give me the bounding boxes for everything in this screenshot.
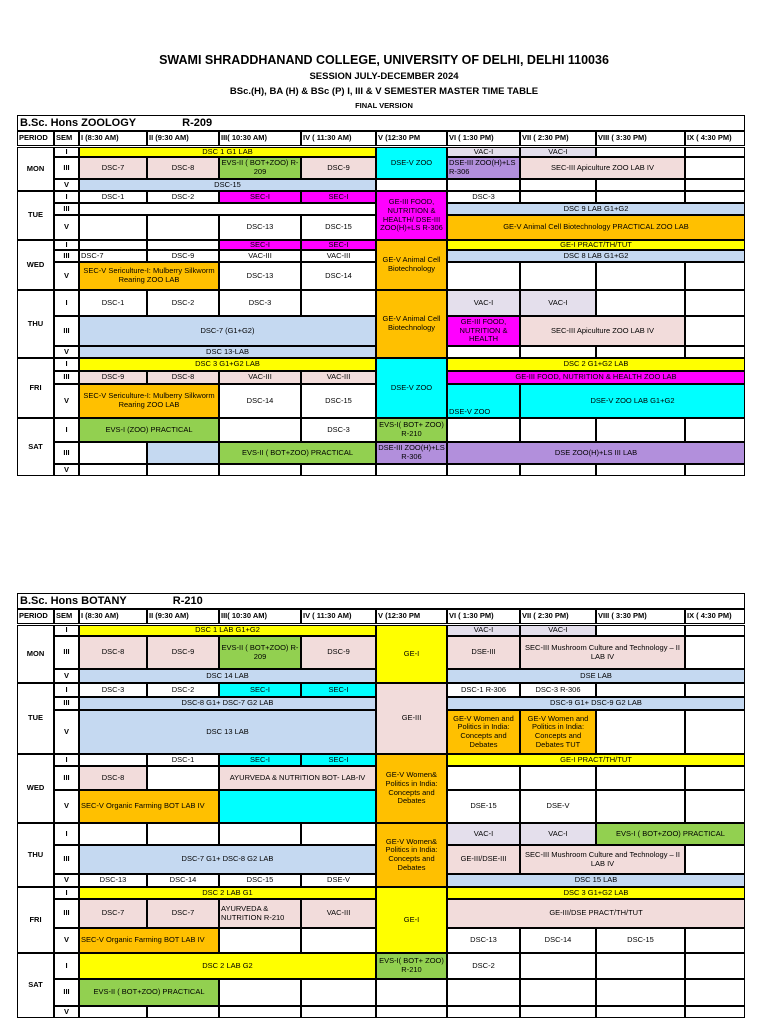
semester-label: I	[54, 953, 79, 979]
schedule-cell: SEC-I	[301, 754, 376, 766]
schedule-cell: EVS-I ( BOT+ZOO) PRACTICAL	[596, 823, 745, 845]
column-header: IV ( 11:30 AM)	[301, 131, 376, 146]
schedule-cell: DSC-9	[301, 636, 376, 669]
schedule-cell	[685, 845, 745, 874]
schedule-cell: GE-I	[376, 887, 447, 953]
day-label: FRI	[17, 887, 54, 953]
schedule-cell	[685, 1006, 745, 1018]
schedule-cell: GE-V Women and Politics in India: Concepts and Debates	[447, 710, 520, 754]
schedule-cell: GE-I PRACT/TH/TUT	[447, 754, 745, 766]
schedule-cell	[596, 418, 685, 442]
semester-label: III	[54, 845, 79, 874]
column-header: SEM	[54, 131, 79, 146]
schedule-cell	[596, 290, 685, 316]
semester-label: I	[54, 754, 79, 766]
zoology-timetable	[17, 115, 745, 476]
schedule-cell: DSC 2 LAB G1	[79, 887, 376, 899]
schedule-cell	[219, 790, 376, 823]
day-label: SAT	[17, 953, 54, 1018]
schedule-cell: SEC-I	[301, 683, 376, 697]
schedule-cell	[447, 766, 520, 790]
schedule-cell	[301, 290, 376, 316]
semester-label: I	[54, 358, 79, 371]
schedule-cell	[596, 953, 685, 979]
schedule-cell: DSE ZOO(H)+LS III LAB	[447, 442, 745, 464]
semester-label: I	[54, 240, 79, 250]
schedule-cell: DSC 2 G1+G2 LAB	[447, 358, 745, 371]
column-header: III( 10:30 AM)	[219, 609, 301, 624]
schedule-cell	[147, 464, 219, 476]
schedule-cell: DSE-III ZOO(H)+LS R-306	[447, 157, 520, 179]
schedule-cell: SEC-I	[219, 191, 301, 203]
schedule-cell: DSC-13	[79, 874, 147, 887]
schedule-cell	[685, 464, 745, 476]
schedule-cell	[447, 179, 520, 191]
column-header: VII ( 2:30 PM)	[520, 131, 596, 146]
semester-label: I	[54, 625, 79, 636]
schedule-cell: GE-III/DSE-III	[447, 845, 520, 874]
column-header: III( 10:30 AM)	[219, 131, 301, 146]
day-label: TUE	[17, 191, 54, 240]
schedule-cell: SEC-I	[219, 683, 301, 697]
schedule-cell	[376, 179, 447, 191]
semester-label: III	[54, 371, 79, 384]
schedule-cell	[520, 766, 596, 790]
semester-label: V	[54, 179, 79, 191]
schedule-cell: GE-III	[376, 683, 447, 754]
schedule-cell	[147, 240, 219, 250]
schedule-cell: GE-I PRACT/TH/TUT	[447, 240, 745, 250]
schedule-cell: DSC-9	[147, 636, 219, 669]
schedule-cell: DSC-3	[301, 418, 376, 442]
semester-label: III	[54, 636, 79, 669]
schedule-cell	[147, 442, 219, 464]
schedule-cell: EVS-II ( BOT+ZOO) PRACTICAL	[79, 979, 219, 1006]
schedule-cell	[685, 636, 745, 669]
schedule-cell: DSE-III	[447, 636, 520, 669]
schedule-cell	[596, 790, 685, 823]
schedule-cell: GE-V Animal Cell Biotechnology	[376, 240, 447, 290]
schedule-cell: GE-V Women and Politics in India: Concepts and Debates TUT	[520, 710, 596, 754]
schedule-cell	[685, 346, 745, 358]
schedule-cell: DSE-V ZOO	[447, 384, 520, 418]
schedule-cell: DSC-15	[219, 874, 301, 887]
schedule-cell	[685, 683, 745, 697]
schedule-cell: VAC-III	[219, 250, 301, 262]
schedule-cell	[147, 1006, 219, 1018]
schedule-cell: DSC 8 LAB G1+G2	[447, 250, 745, 262]
semester-label: V	[54, 874, 79, 887]
semester-label: III	[54, 157, 79, 179]
schedule-cell: DSC-2	[147, 191, 219, 203]
schedule-cell: DSC 15 LAB	[447, 874, 745, 887]
schedule-cell	[301, 979, 376, 1006]
column-header: II (9:30 AM)	[147, 131, 219, 146]
schedule-cell: EVS-I (ZOO) PRACTICAL	[79, 418, 219, 442]
schedule-cell	[447, 418, 520, 442]
botany-timetable	[17, 593, 745, 1018]
schedule-cell: DSC-9	[301, 157, 376, 179]
schedule-cell	[596, 979, 685, 1006]
schedule-cell: VAC-I	[447, 147, 520, 157]
schedule-cell: VAC-III	[301, 250, 376, 262]
schedule-cell: DSC-1	[147, 754, 219, 766]
semester-label: I	[54, 683, 79, 697]
schedule-cell: GE-I	[376, 625, 447, 683]
schedule-cell	[520, 464, 596, 476]
schedule-cell: DSC-7	[79, 250, 147, 262]
schedule-cell	[685, 710, 745, 754]
schedule-cell: DSC 1 LAB G1+G2	[79, 625, 376, 636]
schedule-cell	[520, 179, 596, 191]
schedule-cell	[685, 147, 745, 157]
day-label: SAT	[17, 418, 54, 476]
semester-label: III	[54, 316, 79, 346]
schedule-cell	[520, 1006, 596, 1018]
schedule-cell: SEC-I	[301, 240, 376, 250]
schedule-cell: EVS-II ( BOT+ZOO) PRACTICAL	[219, 442, 376, 464]
schedule-cell	[219, 928, 301, 953]
schedule-cell: DSC-3	[219, 290, 301, 316]
schedule-cell: DSC-13	[219, 262, 301, 290]
version-label: FINAL VERSION	[355, 101, 413, 110]
semester-label: V	[54, 928, 79, 953]
semester-label: III	[54, 766, 79, 790]
schedule-cell: SEC-III Apiculture ZOO LAB IV	[520, 316, 685, 346]
schedule-cell: DSC-1 R-306	[447, 683, 520, 697]
schedule-cell	[596, 147, 685, 157]
column-header: I (8:30 AM)	[79, 131, 147, 146]
semester-label: I	[54, 191, 79, 203]
schedule-cell: DSC-9 G1+ DSC-9 G2 LAB	[447, 697, 745, 710]
semester-label: I	[54, 823, 79, 845]
table-title	[17, 115, 745, 131]
table-title-text: B.Sc. Hons BOTANY	[20, 595, 127, 607]
schedule-cell: DSE-15	[447, 790, 520, 823]
schedule-cell: DSC-8	[79, 766, 147, 790]
schedule-cell: GE-III FOOD, NUTRITION & HEALTH	[447, 316, 520, 346]
column-header: VI ( 1:30 PM)	[447, 609, 520, 624]
schedule-cell: DSC 3 G1+G2 LAB	[447, 887, 745, 899]
schedule-cell: SEC-III Mushroom Culture and Technology – II LAB IV	[520, 636, 685, 669]
schedule-cell: DSC 2 LAB G2	[79, 953, 376, 979]
schedule-cell	[219, 979, 301, 1006]
schedule-cell: DSC 13-LAB	[79, 346, 376, 358]
day-label: WED	[17, 240, 54, 290]
semester-label: V	[54, 1006, 79, 1018]
schedule-cell: SEC-V Sericulture-I: Mulberry Silkworm Rearing ZOO LAB	[79, 384, 219, 418]
schedule-cell	[596, 766, 685, 790]
schedule-cell	[685, 625, 745, 636]
day-label: MON	[17, 147, 54, 191]
schedule-cell	[79, 464, 147, 476]
schedule-cell	[685, 766, 745, 790]
schedule-cell	[685, 979, 745, 1006]
schedule-cell: DSC-14	[147, 874, 219, 887]
day-label: MON	[17, 625, 54, 683]
schedule-cell: DSC-14	[520, 928, 596, 953]
column-header: SEM	[54, 609, 79, 624]
schedule-cell	[219, 464, 301, 476]
schedule-cell	[147, 823, 219, 845]
semester-label: I	[54, 418, 79, 442]
schedule-cell: EVS-II ( BOT+ZOO) R-209	[219, 157, 301, 179]
semester-label: I	[54, 147, 79, 157]
schedule-cell	[685, 290, 745, 316]
schedule-cell: DSC-7 (G1+G2)	[79, 316, 376, 346]
schedule-cell: VAC-I	[520, 290, 596, 316]
schedule-cell	[685, 418, 745, 442]
schedule-cell: DSC-2	[147, 683, 219, 697]
schedule-cell	[685, 928, 745, 953]
column-header: II (9:30 AM)	[147, 609, 219, 624]
schedule-cell	[447, 1006, 520, 1018]
schedule-cell	[596, 464, 685, 476]
schedule-cell: DSE-V ZOO	[376, 147, 447, 179]
schedule-cell: VAC-I	[520, 147, 596, 157]
schedule-cell: GE-V Women& Politics in India: Concepts and Debates	[376, 823, 447, 887]
schedule-cell	[79, 823, 147, 845]
schedule-cell: DSC-8 G1+ DSC-7 G2 LAB	[79, 697, 376, 710]
column-header: V (12:30 PM	[376, 131, 447, 146]
column-header: VIII ( 3:30 PM)	[596, 131, 685, 146]
semester-label: III	[54, 979, 79, 1006]
schedule-cell	[685, 953, 745, 979]
semester-label: V	[54, 790, 79, 823]
schedule-cell	[147, 766, 219, 790]
schedule-cell: VAC-I	[447, 823, 520, 845]
schedule-cell: SEC-V Organic Farming BOT LAB IV	[79, 928, 219, 953]
day-label: FRI	[17, 358, 54, 418]
column-header: VI ( 1:30 PM)	[447, 131, 520, 146]
semester-label: I	[54, 290, 79, 316]
schedule-cell: SEC-III Apiculture ZOO LAB IV	[520, 157, 685, 179]
schedule-cell: DSE-V	[520, 790, 596, 823]
schedule-cell: DSC-15	[301, 384, 376, 418]
timetable-subtitle: BSc.(H), BA (H) & BSc (P) I, III & V SEMESTER MASTER TIME TABLE	[229, 86, 539, 97]
room-label: R-209	[182, 117, 213, 129]
schedule-cell: DSC-8	[79, 636, 147, 669]
schedule-cell	[596, 179, 685, 191]
schedule-cell	[596, 710, 685, 754]
schedule-cell: EVS-I( BOT+ ZOO) R-210	[376, 953, 447, 979]
schedule-cell	[520, 262, 596, 290]
schedule-cell: AYURVEDA & NUTRITION R-210	[219, 899, 301, 928]
schedule-cell: DSC-2	[447, 953, 520, 979]
schedule-cell	[596, 346, 685, 358]
schedule-cell: GE-III FOOD, NUTRITION & HEALTH/ DSE-III ZOO(H)+LS R-306	[376, 191, 447, 240]
schedule-cell	[596, 262, 685, 290]
schedule-cell: SEC-III Mushroom Culture and Technology – II LAB IV	[520, 845, 685, 874]
schedule-cell: DSE-V ZOO	[376, 358, 447, 418]
schedule-cell: DSC-14	[301, 262, 376, 290]
schedule-cell	[447, 979, 520, 1006]
day-label: THU	[17, 823, 54, 887]
column-header: IV ( 11:30 AM)	[301, 609, 376, 624]
schedule-cell: DSC 13 LAB	[79, 710, 376, 754]
schedule-cell: DSC-15	[79, 179, 376, 191]
semester-label: V	[54, 710, 79, 754]
semester-label: III	[54, 250, 79, 262]
schedule-cell: DSE LAB	[447, 669, 745, 683]
schedule-cell	[596, 191, 685, 203]
semester-label: III	[54, 899, 79, 928]
schedule-cell: DSC 1 G1 LAB	[79, 147, 376, 157]
college-title: SWAMI SHRADDHANAND COLLEGE, UNIVERSITY OF DELHI, DELHI 110036	[159, 53, 609, 67]
schedule-cell: GE-V Animal Cell Biotechnology PRACTICAL ZOO LAB	[447, 215, 745, 240]
schedule-cell	[219, 1006, 301, 1018]
schedule-cell	[685, 179, 745, 191]
schedule-cell	[520, 953, 596, 979]
schedule-cell	[219, 418, 301, 442]
schedule-cell	[79, 240, 147, 250]
schedule-cell: DSC-8	[147, 157, 219, 179]
schedule-cell	[447, 464, 520, 476]
schedule-cell: GE-III/DSE PRACT/TH/TUT	[447, 899, 745, 928]
schedule-cell	[685, 157, 745, 179]
schedule-cell: DSC 14 LAB	[79, 669, 376, 683]
schedule-cell: VAC-I	[447, 290, 520, 316]
schedule-cell: DSC-3	[447, 191, 520, 203]
schedule-cell	[79, 754, 147, 766]
schedule-cell: DSC-14	[219, 384, 301, 418]
schedule-cell	[79, 215, 147, 240]
schedule-cell: VAC-I	[520, 823, 596, 845]
semester-label: V	[54, 384, 79, 418]
schedule-cell	[79, 442, 147, 464]
day-label: TUE	[17, 683, 54, 754]
schedule-cell: EVS-I( BOT+ ZOO) R-210	[376, 418, 447, 442]
schedule-cell: DSC-7 G1+ DSC-8 G2 LAB	[79, 845, 376, 874]
schedule-cell	[301, 823, 376, 845]
schedule-cell	[520, 191, 596, 203]
schedule-cell	[520, 418, 596, 442]
schedule-cell: DSC-7	[79, 899, 147, 928]
table-title-text: B.Sc. Hons ZOOLOGY	[20, 117, 137, 129]
semester-label: V	[54, 346, 79, 358]
schedule-cell: DSC-3	[79, 683, 147, 697]
schedule-cell	[79, 203, 376, 215]
column-header: VIII ( 3:30 PM)	[596, 609, 685, 624]
schedule-cell: SEC-I	[219, 240, 301, 250]
schedule-cell	[685, 316, 745, 346]
schedule-cell: DSE-III ZOO(H)+LS R-306	[376, 442, 447, 464]
schedule-cell	[447, 346, 520, 358]
semester-label: V	[54, 215, 79, 240]
schedule-cell: DSC-2	[147, 290, 219, 316]
schedule-cell: DSE-V	[301, 874, 376, 887]
schedule-cell: GE-III FOOD, NUTRITION & HEALTH ZOO LAB	[447, 371, 745, 384]
schedule-cell: DSC-1	[79, 290, 147, 316]
column-header: I (8:30 AM)	[79, 609, 147, 624]
semester-label: I	[54, 887, 79, 899]
schedule-cell	[520, 346, 596, 358]
day-label: WED	[17, 754, 54, 823]
schedule-cell: VAC-III	[219, 371, 301, 384]
schedule-cell: SEC-I	[219, 754, 301, 766]
column-header: IX ( 4:30 PM)	[685, 131, 745, 146]
schedule-cell: DSC 3 G1+G2 LAB	[79, 358, 376, 371]
schedule-cell	[596, 1006, 685, 1018]
schedule-cell	[685, 191, 745, 203]
schedule-cell	[376, 979, 447, 1006]
day-label: THU	[17, 290, 54, 358]
session-title: SESSION JULY-DECEMBER 2024	[309, 71, 459, 82]
schedule-cell: DSC-7	[147, 899, 219, 928]
schedule-cell: DSC 9 LAB G1+G2	[447, 203, 745, 215]
semester-label: V	[54, 464, 79, 476]
schedule-cell: VAC-I	[447, 625, 520, 636]
schedule-cell: VAC-III	[301, 899, 376, 928]
schedule-cell	[376, 464, 447, 476]
schedule-cell	[596, 625, 685, 636]
schedule-cell	[376, 1006, 447, 1018]
semester-label: V	[54, 669, 79, 683]
schedule-cell	[79, 1006, 147, 1018]
column-header: V (12:30 PM	[376, 609, 447, 624]
column-header: IX ( 4:30 PM)	[685, 609, 745, 624]
schedule-cell: DSC-9	[147, 250, 219, 262]
schedule-cell: SEC-V Organic Farming BOT LAB IV	[79, 790, 219, 823]
schedule-cell: VAC-I	[520, 625, 596, 636]
schedule-cell: DSC-15	[301, 215, 376, 240]
schedule-cell: VAC-III	[301, 371, 376, 384]
schedule-cell: DSC-9	[79, 371, 147, 384]
schedule-cell: GE-V Animal Cell Biotechnology	[376, 290, 447, 358]
schedule-cell: DSC-13	[447, 928, 520, 953]
schedule-cell: GE-V Women& Politics in India: Concepts and Debates	[376, 754, 447, 823]
schedule-cell	[301, 928, 376, 953]
schedule-cell: SEC-V Sericulture-I: Mulberry Silkworm Rearing ZOO LAB	[79, 262, 219, 290]
column-header: PERIOD	[17, 131, 54, 146]
schedule-cell: AYURVEDA & NUTRITION BOT- LAB-IV	[219, 766, 376, 790]
table-title	[17, 593, 745, 609]
schedule-cell	[447, 262, 520, 290]
schedule-cell	[685, 790, 745, 823]
schedule-cell	[685, 262, 745, 290]
schedule-cell: EVS-II ( BOT+ZOO) R-209	[219, 636, 301, 669]
schedule-cell: SEC-I	[301, 191, 376, 203]
schedule-cell: DSC-7	[79, 157, 147, 179]
schedule-cell	[596, 683, 685, 697]
schedule-cell	[219, 823, 301, 845]
semester-label: III	[54, 442, 79, 464]
semester-label: III	[54, 203, 79, 215]
schedule-cell	[301, 464, 376, 476]
schedule-cell	[147, 215, 219, 240]
schedule-cell: DSC-1	[79, 191, 147, 203]
column-header: PERIOD	[17, 609, 54, 624]
schedule-cell: DSC-8	[147, 371, 219, 384]
schedule-cell: DSC-15	[596, 928, 685, 953]
semester-label: V	[54, 262, 79, 290]
schedule-cell	[520, 979, 596, 1006]
schedule-cell: DSC-13	[219, 215, 301, 240]
column-header: VII ( 2:30 PM)	[520, 609, 596, 624]
schedule-cell: DSC-3 R-306	[520, 683, 596, 697]
semester-label: III	[54, 697, 79, 710]
schedule-cell: DSE-V ZOO LAB G1+G2	[520, 384, 745, 418]
room-label: R-210	[172, 595, 203, 607]
schedule-cell	[301, 1006, 376, 1018]
